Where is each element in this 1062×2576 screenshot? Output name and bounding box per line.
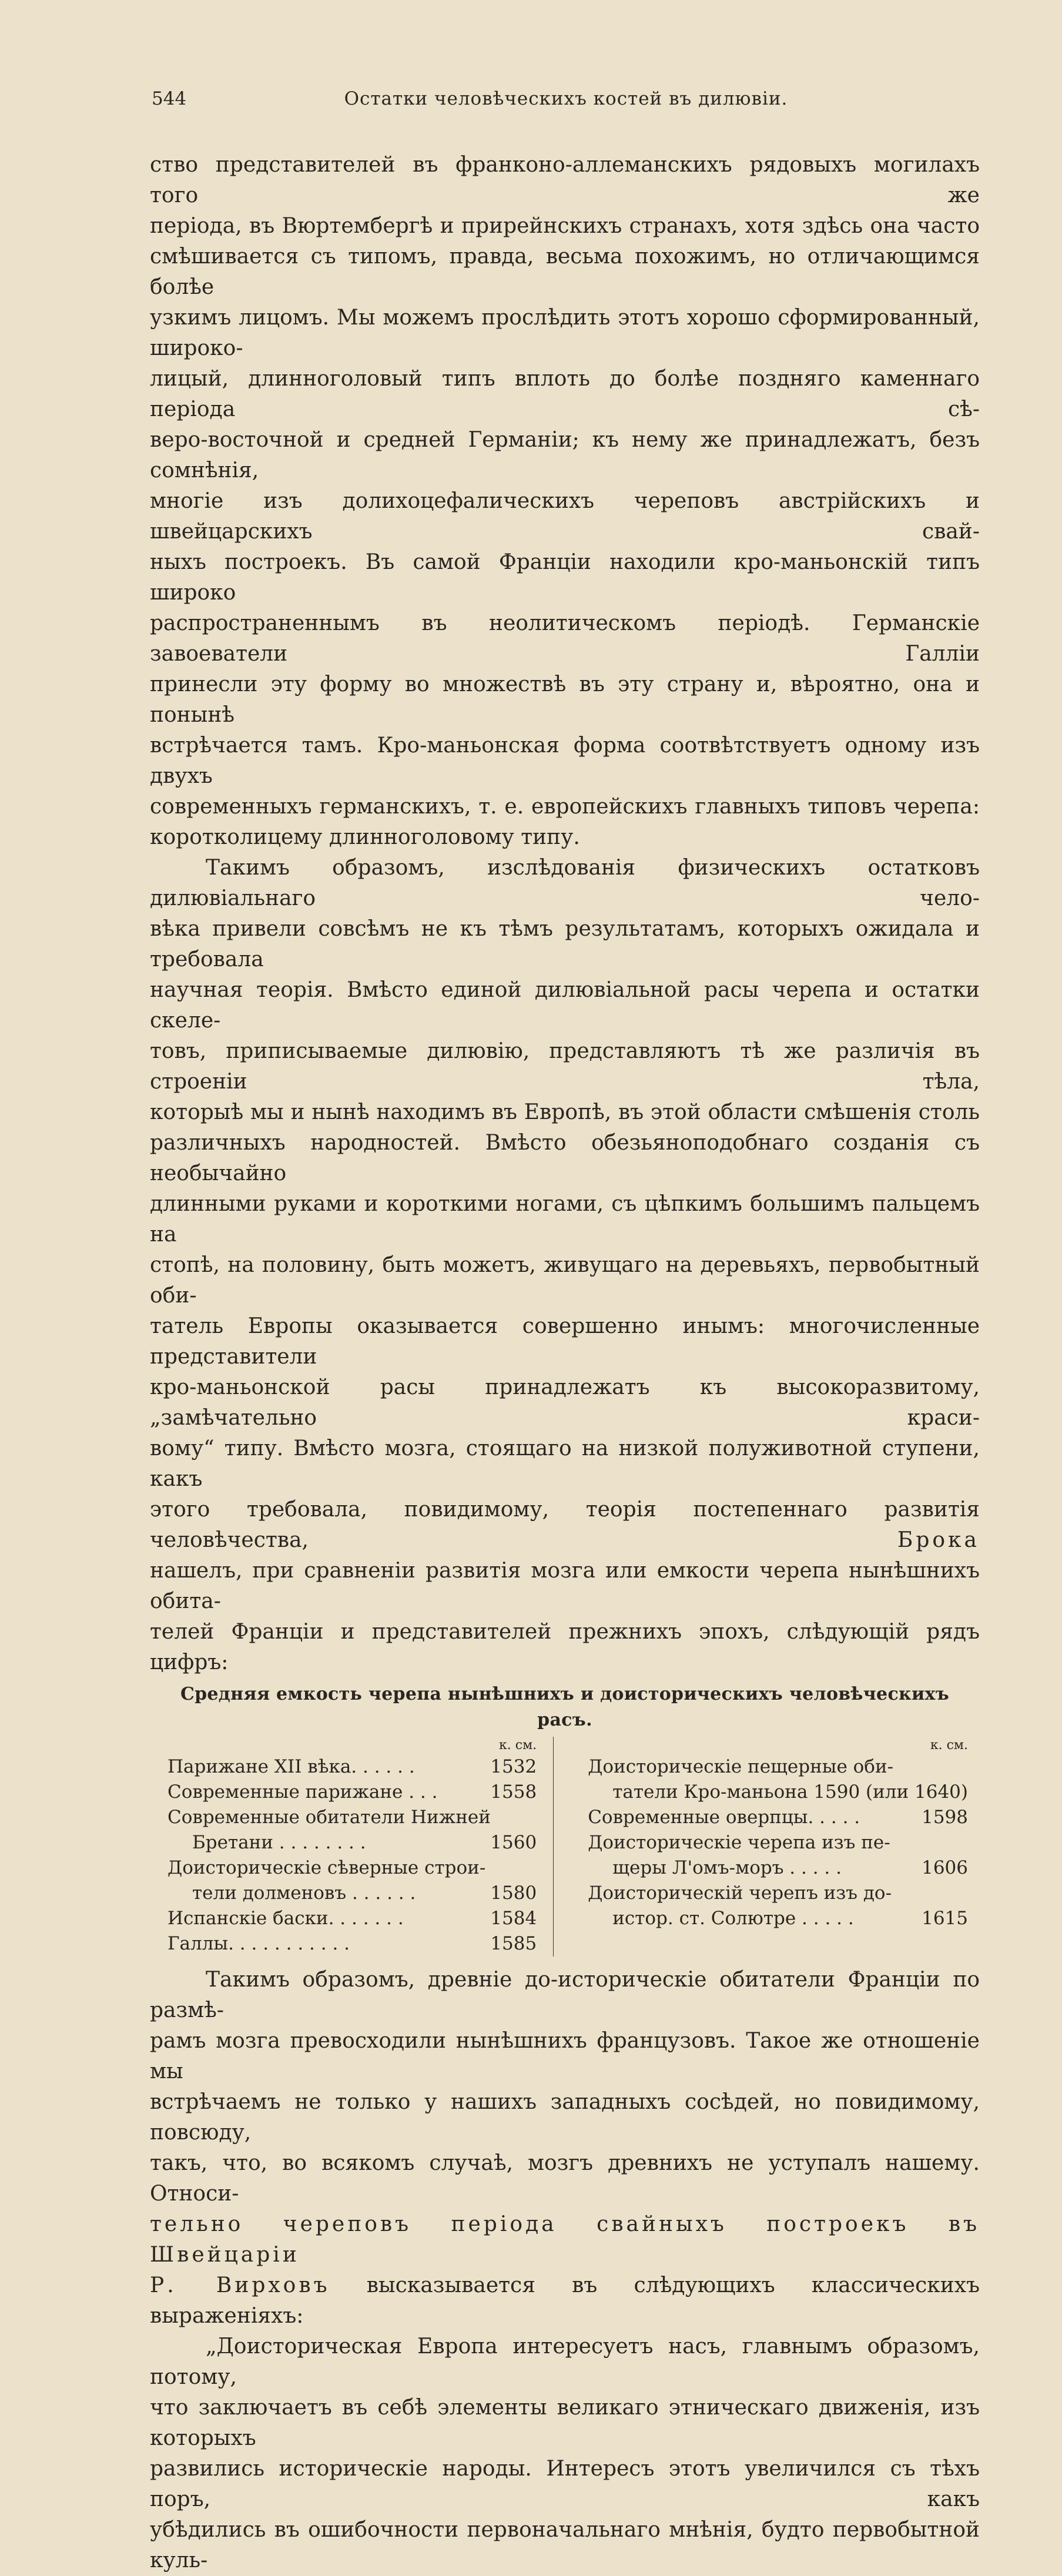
table-row bbox=[588, 1881, 968, 1906]
row-label: истор. ст. Солютре . . . . . bbox=[612, 1908, 854, 1929]
skull-capacity-table bbox=[150, 1737, 980, 1957]
row-label: Парижане XII вѣка. . . . . . bbox=[167, 1756, 415, 1777]
text-line: такъ, что, во всякомъ случаѣ, мозгъ древнихъ не уступалъ нашему. Относи- bbox=[150, 2151, 980, 2206]
row-label: Доисторическій черепъ изъ до- bbox=[588, 1882, 892, 1904]
row-value: 1606 bbox=[922, 1857, 968, 1878]
table-caption: Средняя емкость черепа нынѣшнихъ и доисторическихъ человѣческихъ расъ. bbox=[180, 1684, 950, 1730]
row-label: щеры Л'омъ-моръ . . . . . bbox=[612, 1857, 842, 1878]
row-value: 1585 bbox=[490, 1933, 537, 1954]
text-line: періода, въ Вюртембергѣ и прирейнскихъ странахъ, хотя здѣсь она часто bbox=[150, 214, 980, 238]
text-line: научная теорія. Вмѣсто единой дилювіальной расы черепа и остатки скеле- bbox=[150, 978, 980, 1033]
text-line: лицый, длинноголовый типъ вплоть до болѣе поздняго каменнаго періода сѣ- bbox=[150, 367, 980, 421]
text-line: Такимъ образомъ, изслѣдованія физическихъ остатковъ дилювіальнаго чело- bbox=[150, 856, 980, 910]
paragraph-1 bbox=[150, 150, 980, 853]
text-line: нашелъ, при сравненіи развитія мозга или емкости черепа нынѣшнихъ обита- bbox=[150, 1559, 980, 1613]
row-value: 1532 bbox=[490, 1756, 537, 1777]
row-label: Испанскіе баски. . . . . . . bbox=[167, 1908, 404, 1929]
row-value: 1558 bbox=[490, 1781, 537, 1803]
text-line: рамъ мозга превосходили нынѣшнихъ французовъ. Такое же отношеніе мы bbox=[150, 2029, 980, 2083]
text-line: многіе изъ долихоцефалическихъ череповъ австрійскихъ и швейцарскихъ свай- bbox=[150, 489, 980, 544]
page-body bbox=[150, 150, 980, 2576]
text-line: ныхъ построекъ. Въ самой Франціи находили кро-маньонскій типъ широко bbox=[150, 550, 980, 605]
text-line: убѣдились въ ошибочности первоначальнаго мнѣнія, будто первобытной куль- bbox=[150, 2518, 980, 2572]
row-value: 1584 bbox=[490, 1908, 537, 1929]
paragraph-4-quote bbox=[150, 2332, 980, 2576]
text-line: вому“ типу. Вмѣсто мозга, стоящаго на низкой полуживотной ступени, какъ bbox=[150, 1436, 980, 1491]
text-line: „Доисторическая Европа интересуетъ насъ, главнымъ образомъ, потому, bbox=[150, 2334, 980, 2389]
row-value: 1560 bbox=[490, 1832, 537, 1853]
text-line: принесли эту форму во множествѣ въ эту страну и, вѣроятно, она и понынѣ bbox=[150, 672, 980, 727]
table-row bbox=[167, 1931, 537, 1957]
table-row bbox=[588, 1805, 968, 1830]
text-line: ство представителей въ франконо-аллеманскихъ рядовыхъ могилахъ того же bbox=[150, 153, 980, 207]
text-line bbox=[150, 1495, 980, 1556]
text-line: встрѣчаемъ не только у нашихъ западныхъ сосѣдей, но повидимому, повсюду, bbox=[150, 2090, 980, 2145]
running-title: Остатки человѣческихъ костей въ дилювіи. bbox=[344, 88, 788, 109]
page-header bbox=[152, 88, 980, 118]
text-line: которыѣ мы и нынѣ находимъ въ Европѣ, въ этой области смѣшенія столь bbox=[150, 1100, 980, 1124]
table-row bbox=[167, 1780, 537, 1805]
page-number: 544 bbox=[152, 88, 187, 109]
text-line: что заключаетъ въ себѣ элементы великаго этническаго движенія, изъ которыхъ bbox=[150, 2396, 980, 2450]
table-row bbox=[588, 1754, 968, 1780]
text-line bbox=[150, 2270, 980, 2332]
text-line: стопѣ, на половину, быть можетъ, живущаго на деревьяхъ, первобытный оби- bbox=[150, 1253, 980, 1308]
text-line: встрѣчается тамъ. Кро-маньонская форма соотвѣтствуетъ одному изъ двухъ bbox=[150, 733, 980, 788]
row-label: Галлы. . . . . . . . . . . bbox=[167, 1933, 350, 1954]
text-line: телей Франціи и представителей прежнихъ эпохъ, слѣдующій рядъ цифръ: bbox=[150, 1620, 980, 1674]
text-line: вѣка привели совсѣмъ не къ тѣмъ результатамъ, которыхъ ожидала и требовала bbox=[150, 917, 980, 972]
row-label: Современные обитатели Нижней bbox=[167, 1807, 491, 1828]
table-row bbox=[588, 1780, 968, 1805]
table-row bbox=[167, 1855, 537, 1881]
text-line: современныхъ германскихъ, т. е. европейскихъ главныхъ типовъ черепа: bbox=[150, 795, 980, 819]
text-line: кро-маньонской расы принадлежатъ къ высокоразвитому, „замѣчательно краси- bbox=[150, 1375, 980, 1430]
unit-label: к. см. bbox=[930, 1738, 968, 1753]
text-line: коротколицему длинноголовому типу. bbox=[150, 825, 580, 849]
unit-label: к. см. bbox=[499, 1738, 537, 1753]
row-label: Доисторическіе пещерные оби- bbox=[588, 1756, 894, 1777]
text-line: смѣшивается съ типомъ, правда, весьма похожимъ, но отличающимся болѣе bbox=[150, 244, 980, 299]
table-row bbox=[588, 1855, 968, 1881]
table-row bbox=[167, 1881, 537, 1906]
text-line: веро-восточной и средней Германіи; къ нему же принадлежатъ, безъ сомнѣнія, bbox=[150, 428, 980, 483]
text-span: высказывается въ слѣдующихъ классическихъ выраженіяхъ: bbox=[150, 2273, 980, 2328]
author-name: Р. Вирховъ bbox=[150, 2273, 330, 2297]
row-label: татели Кро-маньона 1590 (или 1640) bbox=[612, 1781, 968, 1803]
text-line: различныхъ народностей. Вмѣсто обезьяноподобнаго созданія съ необычайно bbox=[150, 1131, 980, 1185]
paragraph-3 bbox=[150, 1965, 980, 2332]
table-row bbox=[588, 1830, 968, 1855]
text-line: Такимъ образомъ, древніе до-историческіе обитатели Франціи по размѣ- bbox=[150, 1968, 980, 2022]
row-label: Современные парижане . . . bbox=[167, 1781, 438, 1803]
row-value: 1615 bbox=[922, 1908, 968, 1929]
row-value: 1598 bbox=[922, 1807, 968, 1828]
row-label: Современные оверпцы. . . . . bbox=[588, 1807, 860, 1828]
row-value: 1580 bbox=[490, 1882, 537, 1904]
table-row bbox=[167, 1906, 537, 1931]
text-line: развились историческіе народы. Интересъ этотъ увеличился съ тѣхъ поръ, какъ bbox=[150, 2457, 980, 2511]
row-label: Доисторическіе сѣверные строи- bbox=[167, 1857, 486, 1878]
row-label: тели долменовъ . . . . . . bbox=[192, 1882, 416, 1904]
text-line: товъ, приписываемые дилювію, представляютъ тѣ же различія въ строеніи тѣла, bbox=[150, 1039, 980, 1094]
text-line: татель Европы оказывается совершенно инымъ: многочисленные представители bbox=[150, 1314, 980, 1369]
text-span: этого требовала, повидимому, теорія постепеннаго развитія человѣчества, bbox=[150, 1498, 980, 1552]
text-line: распространеннымъ въ неолитическомъ періодѣ. Германскіе завоеватели Галліи bbox=[150, 611, 980, 666]
table-row bbox=[167, 1754, 537, 1780]
row-label: Бретани . . . . . . . . bbox=[192, 1832, 366, 1853]
text-line: узкимъ лицомъ. Мы можемъ прослѣдить этотъ хорошо сформированный, широко- bbox=[150, 306, 980, 360]
row-label: Доисторическіе черепа изъ пе- bbox=[588, 1832, 890, 1853]
text-line: длинными руками и короткими ногами, съ цѣпкимъ большимъ пальцемъ на bbox=[150, 1192, 980, 1247]
table-row bbox=[167, 1830, 537, 1855]
table-row bbox=[588, 1906, 968, 1931]
table-column-right bbox=[553, 1737, 980, 1957]
table-row bbox=[167, 1805, 537, 1830]
table-column-left bbox=[150, 1737, 553, 1957]
text-line-spaced: тельно череповъ періода свайныхъ построекъ въ Швейцаріи bbox=[150, 2212, 980, 2267]
author-name: Брока bbox=[897, 1528, 980, 1552]
paragraph-2 bbox=[150, 853, 980, 1678]
